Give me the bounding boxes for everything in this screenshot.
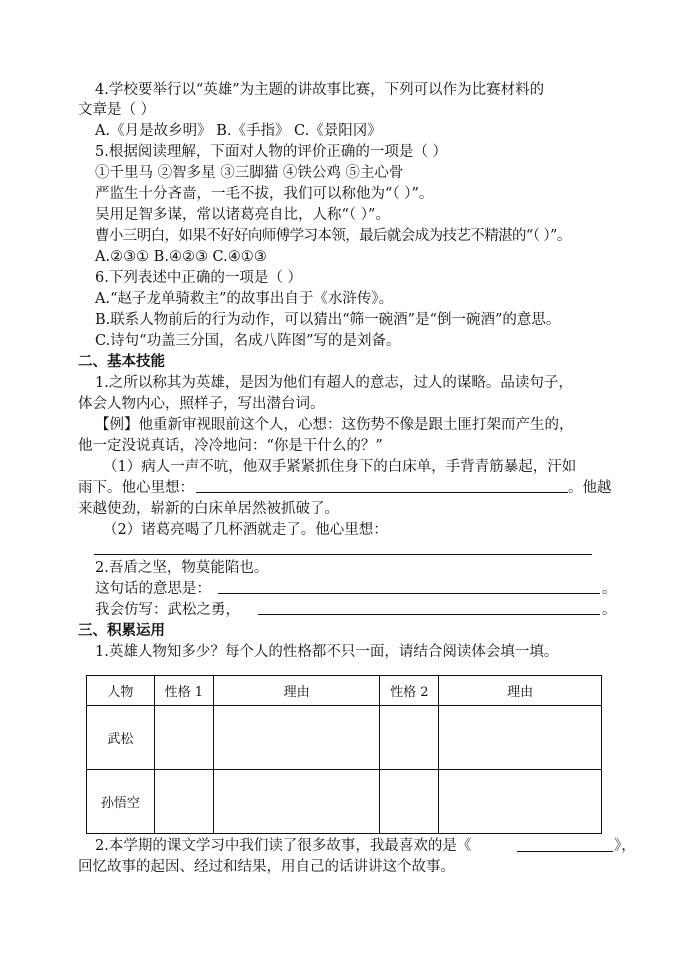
s2-p1-line2-end: 。他越 xyxy=(568,480,612,496)
s3-q2-line1-start: 2.本学期的课文学习中我们读了很多故事，我最喜欢的是《 xyxy=(95,838,472,854)
table-cell-input[interactable] xyxy=(380,770,439,834)
answer-line-p1[interactable] xyxy=(196,492,568,493)
answer-line-favorite-story[interactable] xyxy=(517,851,613,852)
answer-line-imitate[interactable] xyxy=(258,614,600,615)
s2-q2-meaning-end: 。 xyxy=(602,581,617,597)
s3-q2-line2: 回忆故事的起因、经过和结果，用自己的话讲讲这个故事。 xyxy=(78,859,455,875)
table-row xyxy=(87,706,602,770)
answer-line-p2[interactable] xyxy=(94,554,592,555)
s3-q2-line1-end: 》， xyxy=(614,838,636,854)
example-line2: 他一定没说真话，冷冷地问：“你是干什么的？” xyxy=(78,438,383,454)
table-header-row xyxy=(87,676,602,706)
s2-q1-line2: 体会人物内心，照样子，写出潜台词。 xyxy=(78,396,325,412)
q5-choices: ①千里马 ②智多星 ③三脚猫 ④铁公鸡 ⑤主心骨 xyxy=(95,165,404,181)
q6-option-c: C.诗句“功盖三分国，名成八阵图”写的是刘备。 xyxy=(95,333,401,349)
q4-stem-line1: 4.学校要举行以“英雄”为主题的讲故事比赛，下列可以作为比赛材料的 xyxy=(95,82,545,98)
table-cell-input[interactable] xyxy=(154,706,213,770)
q5-sentence-2: 吴用足智多谋，常以诸葛亮自比，人称“（ ）”。 xyxy=(95,207,390,223)
q5-sentence-3: 曹小三明白，如果不好好向师傅学习本领，最后就会成为技艺不精湛的“（ ）”。 xyxy=(95,228,571,244)
table-cell-input[interactable] xyxy=(439,706,602,770)
table-header: 理由 xyxy=(439,676,602,706)
s3-q1: 1.英雄人物知多少？每个人的性格都不只一面，请结合阅读体会填一填。 xyxy=(95,644,559,660)
q6-option-b: B.联系人物前后的行为动作，可以猜出“筛一碗酒”是“倒一碗酒”的意思。 xyxy=(95,312,561,328)
table-header: 理由 xyxy=(213,676,380,706)
q5-stem: 5.根据阅读理解，下面对人物的评价正确的一项是（ ） xyxy=(95,144,447,160)
s2-p2: （2）诸葛亮喝了几杯酒就走了。他心里想： xyxy=(103,522,388,538)
table-header: 性格 2 xyxy=(380,676,439,706)
s2-p1-line2-start: 雨下。他心里想： xyxy=(78,480,194,496)
q4-options: A.《月是故乡明》 B.《手指》 C.《景阳冈》 xyxy=(95,123,382,139)
hero-table xyxy=(86,675,602,834)
example-line1: 【例】他重新审视眼前这个人，心想：这伤势不像是跟土匪打架而产生的， xyxy=(95,417,574,433)
s2-q2-line1: 2.吾盾之坚，物莫能陷也。 xyxy=(95,560,269,576)
s2-q2-meaning-label: 这句话的意思是： xyxy=(95,581,211,597)
s2-p1-line1: （1）病人一声不吭，他双手紧紧抓住身下的白床单，手背青筋暴起，汗如 xyxy=(103,459,577,475)
s2-p1-line3: 来越使劲，崭新的白床单居然被抓破了。 xyxy=(78,501,339,517)
section-2-title: 二、基本技能 xyxy=(78,353,165,370)
table-header: 人物 xyxy=(87,676,155,706)
table-row xyxy=(87,770,602,834)
section-3-title: 三、积累运用 xyxy=(78,622,165,639)
q5-options: A.②③① B.④②③ C.④①③ xyxy=(95,249,267,265)
table-header: 性格 1 xyxy=(154,676,213,706)
table-cell-input[interactable] xyxy=(154,770,213,834)
table-cell-person: 孙悟空 xyxy=(87,770,155,834)
s2-q1-line1: 1.之所以称其为英雄，是因为他们有超人的意志，过人的谋略。品读句子， xyxy=(95,375,573,391)
q6-stem: 6.下列表述中正确的一项是（ ） xyxy=(95,270,302,286)
table-cell-input[interactable] xyxy=(380,706,439,770)
answer-line-meaning[interactable] xyxy=(218,593,600,594)
table-cell-input[interactable] xyxy=(213,706,380,770)
s2-q2-imitate-end: 。 xyxy=(602,602,617,618)
table-cell-input[interactable] xyxy=(439,770,602,834)
s2-q2-imitate-label: 我会仿写：武松之勇， xyxy=(95,602,240,618)
table-cell-input[interactable] xyxy=(213,770,380,834)
q4-stem-line2: 文章是（ ） xyxy=(78,102,156,118)
table-cell-person: 武松 xyxy=(87,706,155,770)
q6-option-a: A.“赵子龙单骑救主”的故事出自于《水浒传》。 xyxy=(95,291,394,307)
q5-sentence-1: 严监生十分吝啬，一毛不拔，我们可以称他为“（ ）”。 xyxy=(95,186,434,202)
